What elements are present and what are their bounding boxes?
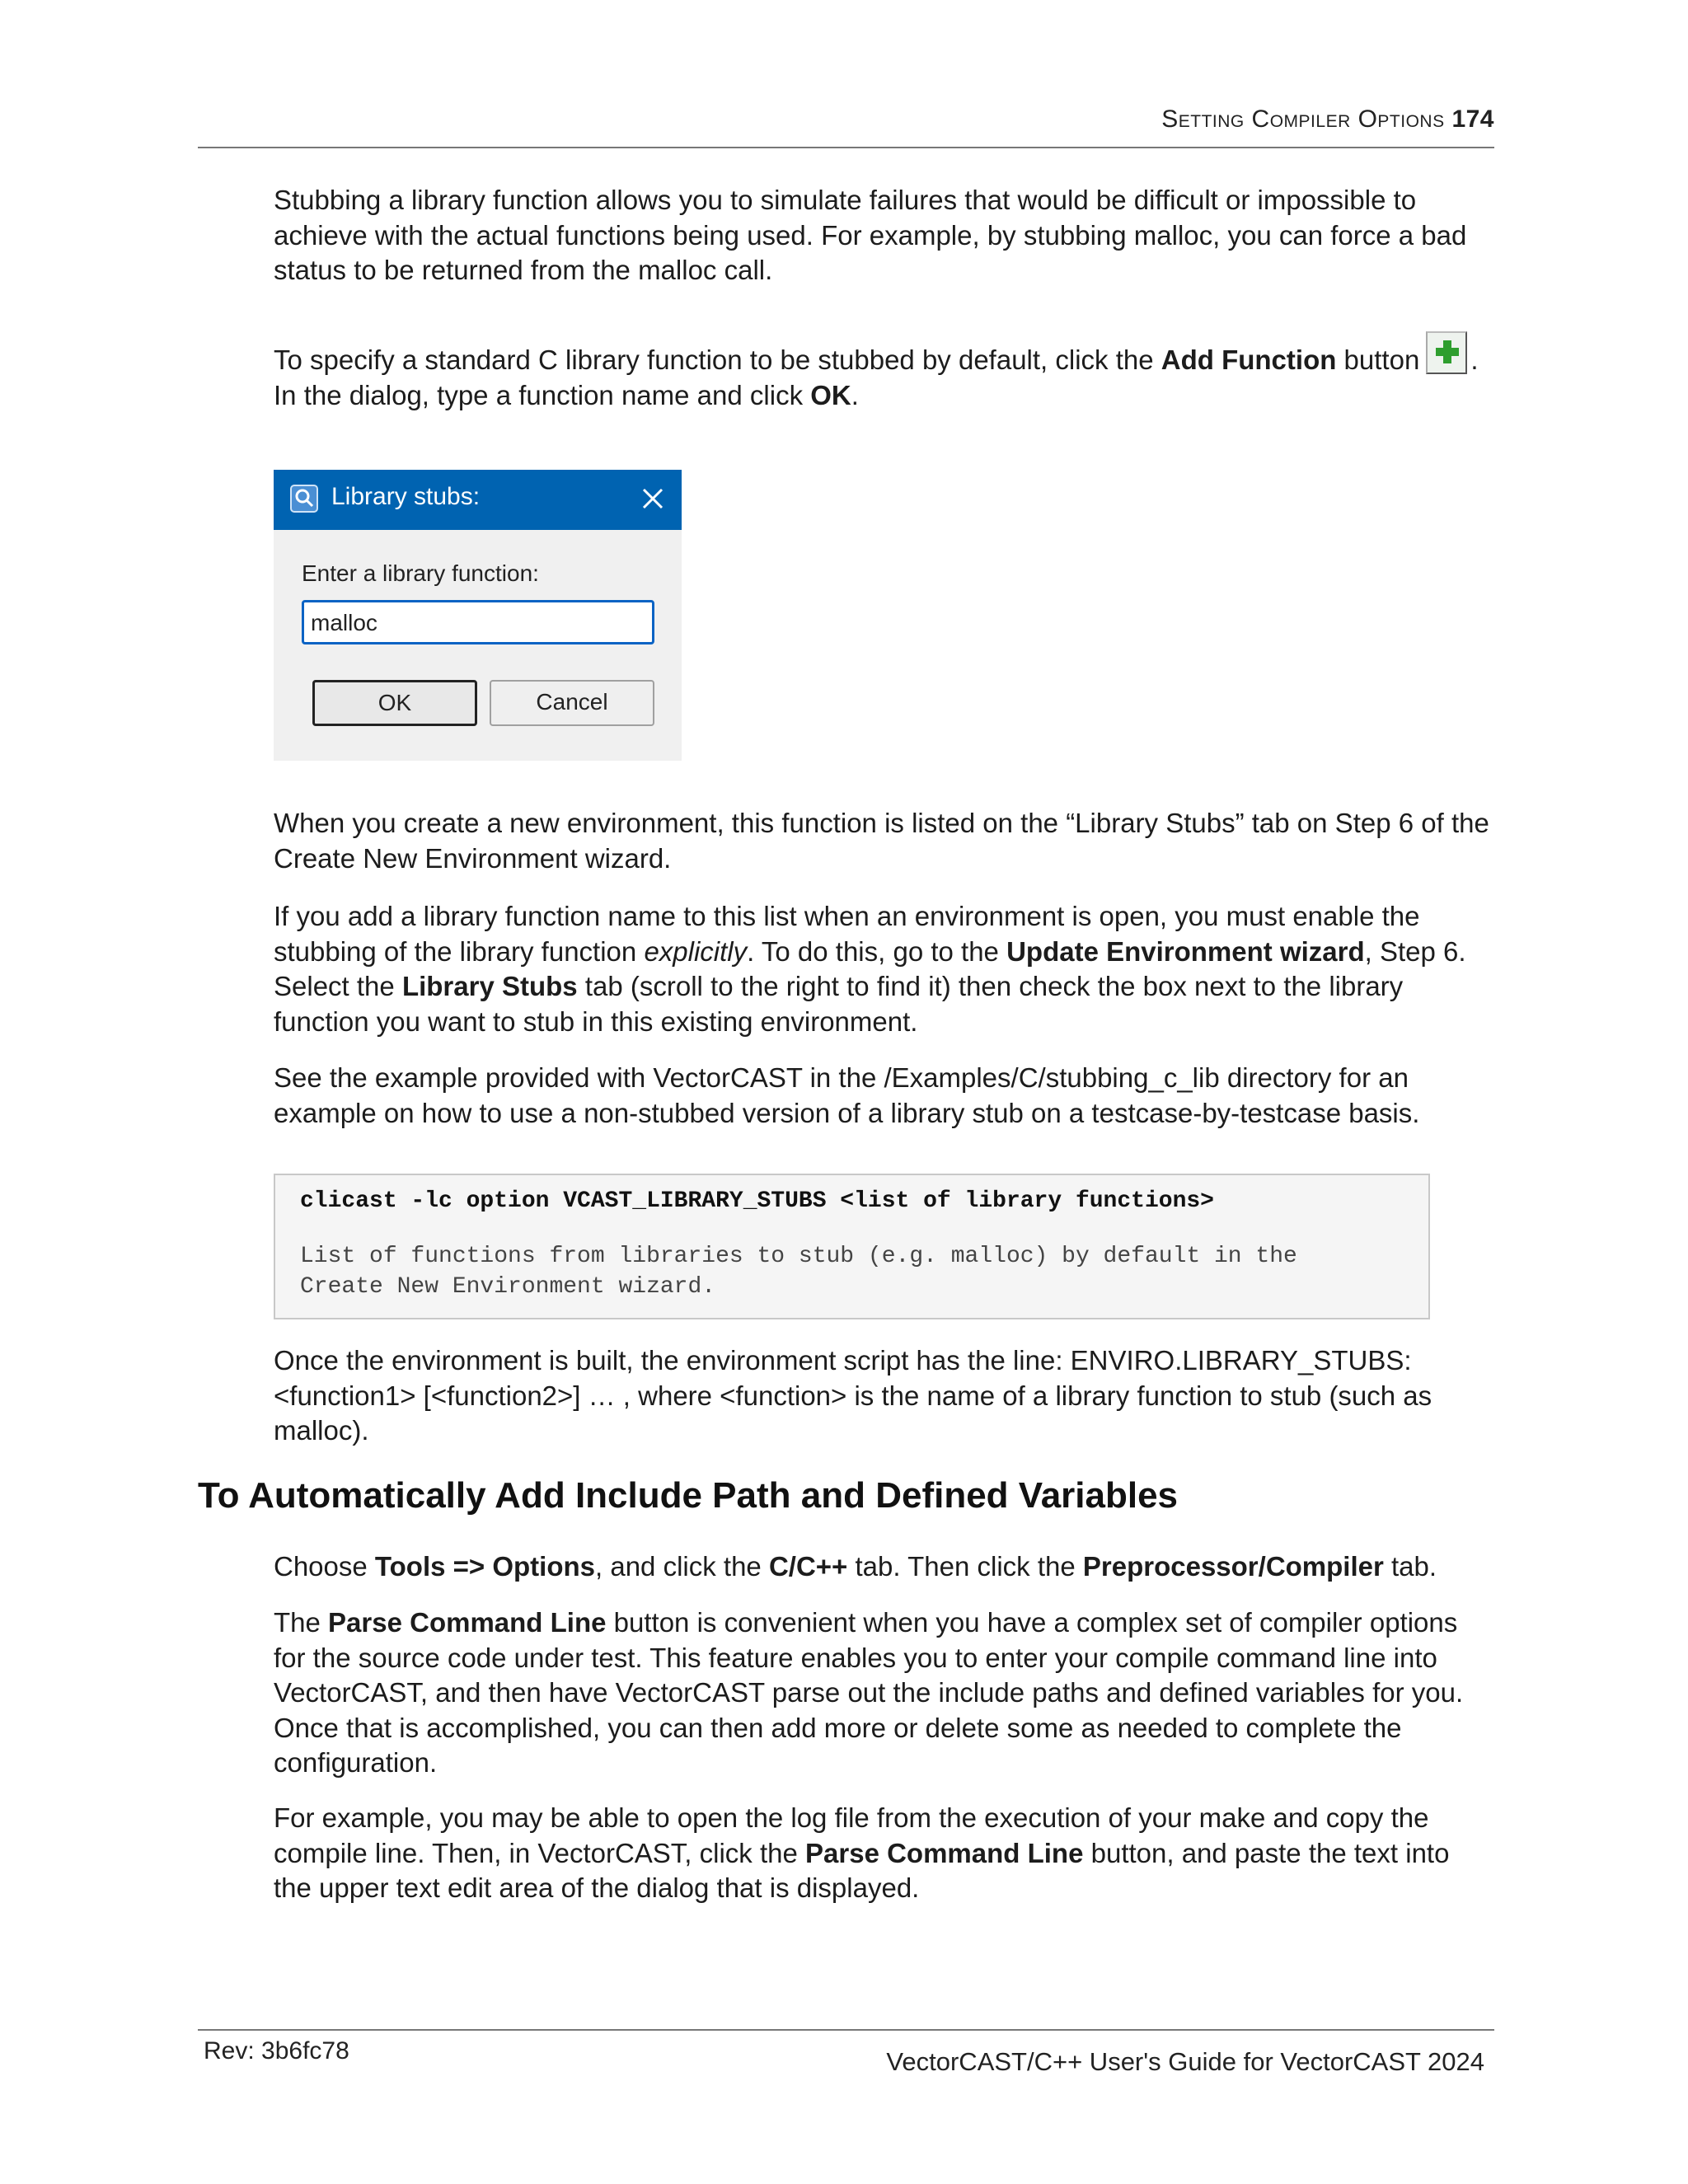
paragraph-when-create: When you create a new environment, this function is listed on the “Library Stubs” tab on Step 6 of the Create New Environment wizard. [274, 808, 1489, 874]
code-block [274, 1174, 1430, 1319]
ok-button[interactable]: OK [312, 680, 477, 726]
code-description: List of functions from libraries to stub (e.g. malloc) by default in the Create New Environment wizard. [300, 1244, 1297, 1300]
dialog-title-bar [274, 470, 682, 530]
code-command: clicast -lc option VCAST_LIBRARY_STUBS <list of library functions> [300, 1188, 1214, 1214]
close-icon[interactable] [639, 485, 667, 513]
dialog-title: Library stubs: [331, 483, 481, 510]
add-function-term: Add Function [1160, 344, 1337, 375]
library-function-label: Enter a library function: [302, 560, 539, 586]
paragraph-once-built: Once the environment is built, the environment script has the line: ENVIRO.LIBRARY_STUBS: <function1> [<function2>] … , where <function> is the name of a library function to stub (such as malloc). [274, 1345, 1432, 1446]
paragraph-if-add: If you add a library function name to this list when an environment is open, you must enable the stubbing of the library function explicitly. To do this, go to the Update Environment wizard, Step 6. Select the Library Stubs tab (scroll to the right to find it) then check the box next to the library function you want to stub in this existing environment. [274, 901, 1466, 1037]
paragraph-choose: Choose Tools => Options, and click the C/C++ tab. Then click the Preprocessor/Compiler tab. [274, 1551, 1437, 1582]
footer-rule [198, 2029, 1494, 2031]
paragraph-specify: To specify a standard C library function to be stubbed by default, click the Add Function button . In the dialog, type a function name and click OK. [274, 331, 1493, 413]
update-environment-term: Update Environment wizard [1006, 935, 1365, 967]
add-function-icon [1426, 331, 1467, 374]
footer-revision: Rev: 3b6fc78 [204, 2037, 349, 2064]
library-function-input[interactable]: malloc [302, 600, 654, 644]
cancel-button[interactable]: Cancel [490, 680, 654, 726]
search-icon [290, 485, 318, 513]
paragraph-for-example: For example, you may be able to open the log file from the execution of your make and copy the compile line. Then, in VectorCAST, click the Parse Command Line button, and paste the text into the upper text edit area of the dialog that is displayed. [274, 1802, 1450, 1903]
library-stubs-term: Library Stubs [401, 971, 578, 1001]
paragraph-stubbing: Stubbing a library function allows you to simulate failures that would be difficult or impossible to achieve with the actual functions being used. For example, by stubbing malloc, you can force a bad status to be returned from the malloc call. [274, 185, 1467, 285]
running-header [1161, 105, 1494, 134]
header-section-title: Setting Compiler Options [1161, 105, 1445, 133]
footer-guide-title: VectorCAST/C++ User's Guide for VectorCAST 2024 [886, 2047, 1484, 2076]
library-stubs-dialog [274, 470, 682, 761]
section-heading: To Automatically Add Include Path and Defined Variables [198, 1475, 1179, 1516]
paragraph-see-example: See the example provided with VectorCAST in the /Examples/C/stubbing_c_lib directory for an example on how to use a non-stubbed version of a library stub on a testcase-by-testcase basis. [274, 1062, 1420, 1128]
ok-term: OK [810, 379, 851, 410]
header-rule [198, 147, 1494, 148]
paragraph-parse: The Parse Command Line button is convenient when you have a complex set of compiler options for the source code under test. This feature enables you to enter your compile command line into VectorCAST, and then have VectorCAST parse out the include paths and defined variables for you. Once that is accomplished, you can then add more or delete some as needed to complete the configuration. [274, 1607, 1464, 1778]
page-number: 174 [1451, 105, 1494, 133]
